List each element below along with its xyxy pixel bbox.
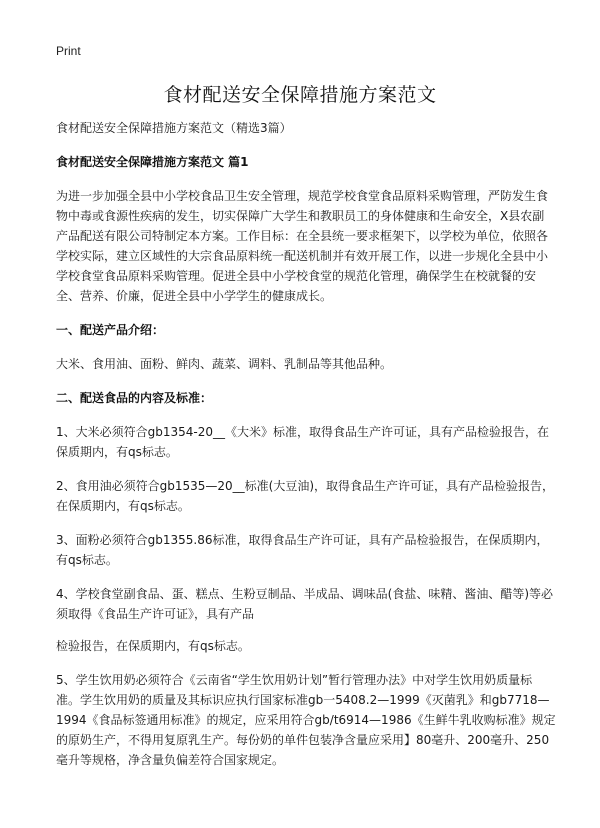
document-body [56, 118, 556, 784]
document-subtitle: 食材配送安全保障措施方案范文（精选3篇） [56, 121, 292, 135]
standard-item-1: 1、大米必须符合gb1354-20__《大米》标准，取得食品生产许可证，具有产品检验报告，在保质期内，有qs标志。 [56, 425, 550, 459]
standards-heading: 二、配送食品的内容及标准： [56, 391, 213, 405]
document-title: 食材配送安全保障措施方案范文 [163, 84, 437, 106]
intro-paragraph: 为进一步加强全县中小学校食品卫生安全管理，规范学校食堂食品原料采购管理，严防发生食物中毒或食源性疾病的发生，切实保障广大学生和教职员工的身体健康和生命安全，X县农副产品配送有限公司特制定本方案。工作目标：在全县统一要求框架下，以学校为单位，依照各学校实际，建立区域性的大宗食品原料统一配送机制并有效开展工作，以进一步规化全县中小学校食堂食品原料采购管理。促进全县中小学校食堂的规范化管理，确保学生在校就餐的安全、营养、价廉，促进全县中小学学生的健康成长。 [56, 189, 549, 303]
standard-item-4: 4、学校食堂副食品、蛋、糕点、生粉豆制品、半成品、调味品(食盐、味精、酱油、醋等)等必须取得《食品生产许可证》，具有产品 [56, 587, 554, 621]
standard-item-4-continued: 检验报告，在保质期内，有qs标志。 [56, 639, 250, 653]
print-link[interactable]: Print [56, 44, 81, 58]
section-heading: 食材配送安全保障措施方案范文 篇1 [56, 155, 249, 169]
products-heading: 一、配送产品介绍： [56, 323, 165, 337]
standard-item-2: 2、食用油必须符合gb1535—20__标准(大豆油)，取得食品生产许可证，具有产品检验报告，在保质期内，有qs标志。 [56, 479, 555, 513]
standard-item-3: 3、面粉必须符合gb1355.86标准，取得食品生产许可证，具有产品检验报告，在保质期内，有qs标志。 [56, 533, 549, 567]
products-paragraph: 大米、食用油、面粉、鲜肉、蔬菜、调料、乳制品等其他品种。 [56, 357, 393, 371]
standard-item-5: 5、学生饮用奶必须符合《云南省“学生饮用奶计划”暂行管理办法》中对学生饮用奶质量标准。学生饮用奶的质量及其标识应执行国家标准gb一5408.2—1999《灭菌乳》和gb7718—1994《食品标签通用标准》的规定，应采用符合gb/t6914—1986《生鲜牛乳收购标准》规定的原奶生产，不得用复原乳生产。每份奶的单件包装净含量应采用】80毫升、200毫升、250毫升等规格，净含量负偏差符合国家规定。 [56, 673, 556, 767]
